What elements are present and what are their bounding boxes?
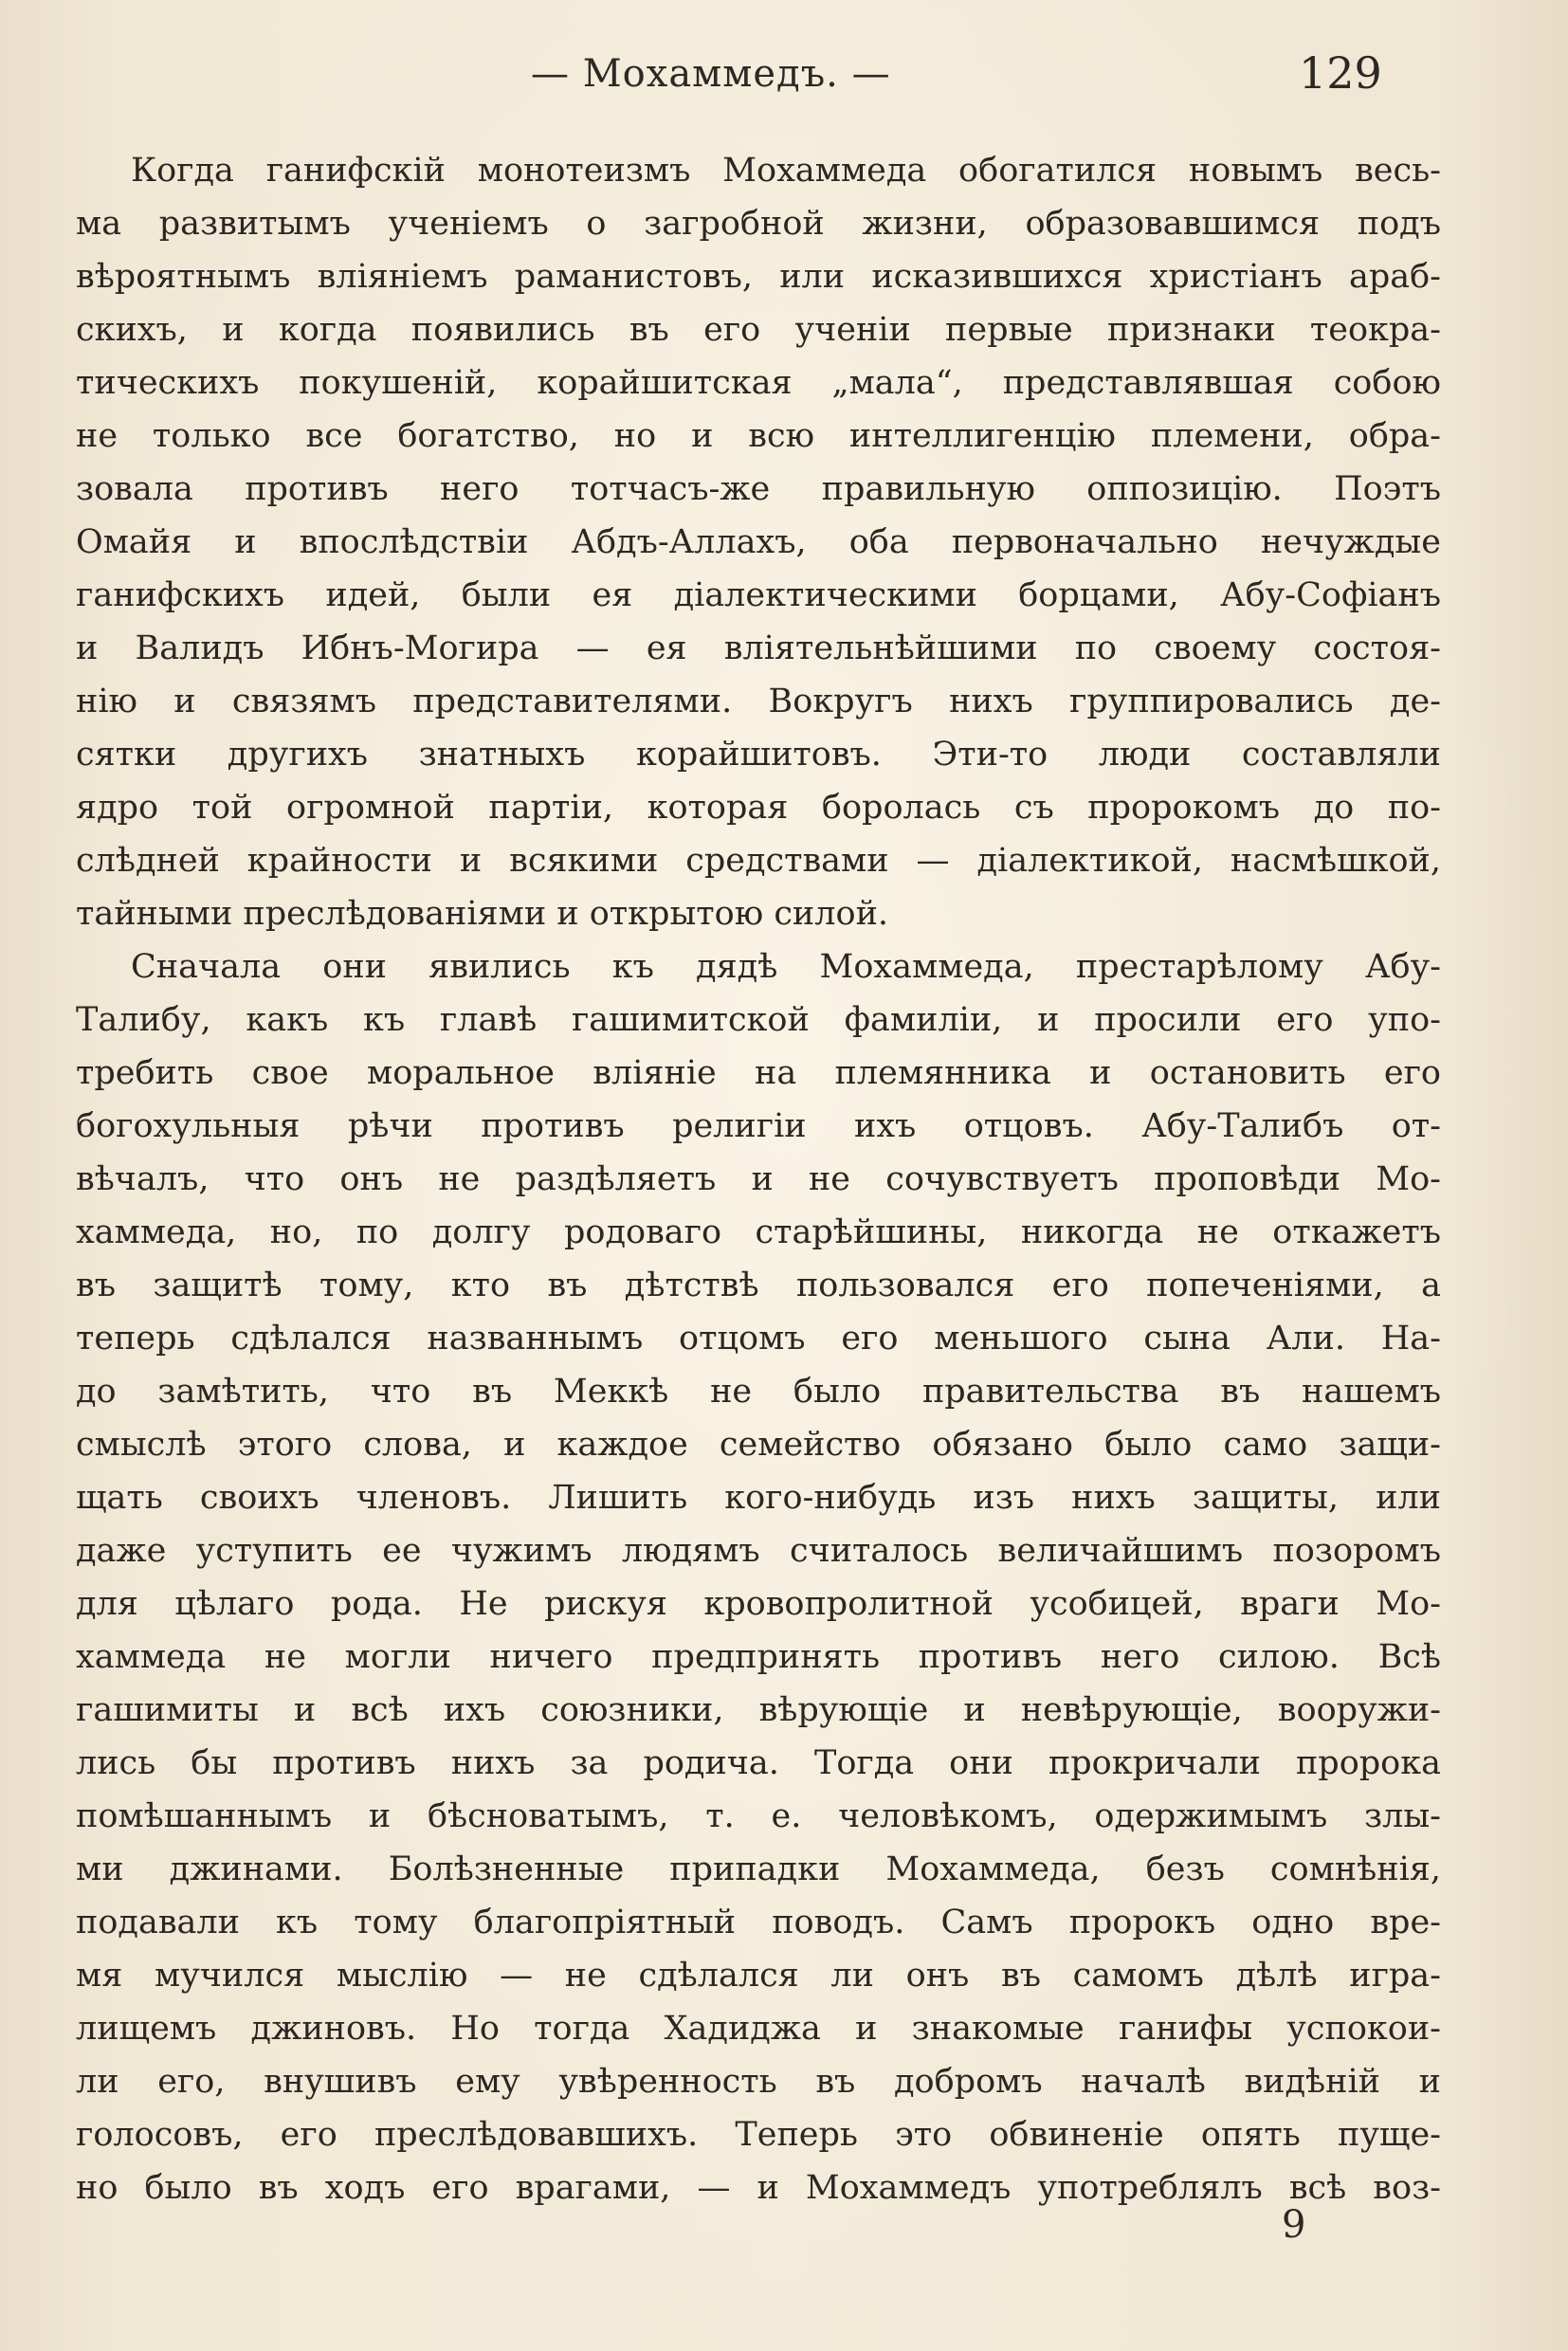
text-line: хаммеда не могли ничего предпринять противъ него силою. Всѣ xyxy=(76,1638,1441,1676)
text-line: Сначала они явились къ дядѣ Мохаммеда, престарѣлому Абу- xyxy=(131,948,1441,986)
text-line: лищемъ джиновъ. Но тогда Хадиджа и знакомые ганифы успокои- xyxy=(76,2010,1441,2048)
text-line: слѣдней крайности и всякими средствами — діалектикой, насмѣшкой, xyxy=(76,842,1441,880)
running-head: — Мохаммедъ. — xyxy=(531,52,891,96)
text-line: помѣшаннымъ и бѣсноватымъ, т. е. человѣкомъ, одержимымъ злы- xyxy=(76,1797,1441,1835)
text-line: тическихъ покушеній, корайшитская „мала“, представлявшая собою xyxy=(76,364,1441,402)
text-line: теперь сдѣлался названнымъ отцомъ его меньшого сына Али. На- xyxy=(76,1320,1441,1358)
paragraph xyxy=(76,144,1441,940)
text-line: щать своихъ членовъ. Лишить кого-нибудь изъ нихъ защиты, или xyxy=(76,1479,1441,1517)
text-line: голосовъ, его преслѣдовавшихъ. Теперь это обвиненіе опять пуще- xyxy=(76,2116,1441,2154)
text-line: подавали къ тому благопріятный поводъ. Самъ пророкъ одно вре- xyxy=(76,1904,1441,1941)
text-line: ми джинами. Болѣзненные припадки Мохаммеда, безъ сомнѣнія, xyxy=(76,1850,1441,1888)
text-line: Талибу, какъ къ главѣ гашимитской фамиліи, и просили его упо- xyxy=(76,1001,1441,1039)
paragraph xyxy=(76,940,1441,2214)
text-line: Омайя и впослѣдствіи Абдъ-Аллахъ, оба первоначально нечуждые xyxy=(76,523,1441,561)
text-line: для цѣлаго рода. Не рискуя кровопролитной усобицей, враги Мо- xyxy=(76,1585,1441,1623)
text-line: ядро той огромной партіи, которая боролась съ пророкомъ до по- xyxy=(76,789,1441,827)
body-text xyxy=(76,144,1441,2214)
page-number: 129 xyxy=(1299,47,1382,99)
text-line: требить свое моральное вліяніе на племянника и остановить его xyxy=(76,1054,1441,1092)
text-line: зовала противъ него тотчасъ-же правильную оппозицію. Поэтъ xyxy=(76,470,1441,508)
text-line: лись бы противъ нихъ за родича. Тогда они прокричали пророка xyxy=(76,1744,1441,1782)
text-line: вѣчалъ, что онъ не раздѣляетъ и не сочувствуетъ проповѣди Мо- xyxy=(76,1160,1441,1198)
text-line: ли его, внушивъ ему увѣренность въ добромъ началѣ видѣній и xyxy=(76,2063,1441,2101)
text-line: вѣроятнымъ вліяніемъ раманистовъ, или исказившихся христіанъ араб- xyxy=(76,258,1441,296)
text-line: тайными преслѣдованіями и открытою силой. xyxy=(76,895,889,933)
text-line: нію и связямъ представителями. Вокругъ нихъ группировались де- xyxy=(76,683,1441,720)
text-line: хаммеда, но, по долгу родоваго старѣйшины, никогда не откажетъ xyxy=(76,1213,1441,1251)
text-line: Когда ганифскій монотеизмъ Мохаммеда обогатился новымъ весь- xyxy=(131,152,1441,190)
text-line: и Валидъ Ибнъ-Могира — ея вліятельнѣйшими по своему состоя- xyxy=(76,629,1441,667)
text-line: ганифскихъ идей, были ея діалектическими борцами, Абу-Софіанъ xyxy=(76,576,1441,614)
text-line: скихъ, и когда появились въ его ученіи первые признаки теокра- xyxy=(76,311,1441,349)
text-line: до замѣтить, что въ Меккѣ не было правительства въ нашемъ xyxy=(76,1373,1441,1411)
signature-mark: 9 xyxy=(1282,2203,1306,2247)
text-line: но было въ ходъ его врагами, — и Мохаммедъ употреблялъ всѣ воз- xyxy=(76,2169,1441,2207)
text-line: богохульныя рѣчи противъ религіи ихъ отцовъ. Абу-Талибъ от- xyxy=(76,1107,1441,1145)
text-line: сятки другихъ знатныхъ корайшитовъ. Эти-то люди составляли xyxy=(76,736,1441,774)
text-line: смыслѣ этого слова, и каждое семейство обязано было само защи- xyxy=(76,1426,1441,1464)
text-line: гашимиты и всѣ ихъ союзники, вѣрующіе и невѣрующіе, вооружи- xyxy=(76,1691,1441,1729)
text-line: даже уступить ее чужимъ людямъ считалось величайшимъ позоромъ xyxy=(76,1532,1441,1570)
text-line: ма развитымъ ученіемъ о загробной жизни, образовавшимся подъ xyxy=(76,205,1441,243)
text-line: мя мучился мыслію — не сдѣлался ли онъ въ самомъ дѣлѣ игра- xyxy=(76,1957,1441,1995)
text-line: въ защитѣ тому, кто въ дѣтствѣ пользовался его попеченіями, а xyxy=(76,1267,1441,1304)
text-line: не только все богатство, но и всю интеллигенцію племени, обра- xyxy=(76,417,1441,455)
